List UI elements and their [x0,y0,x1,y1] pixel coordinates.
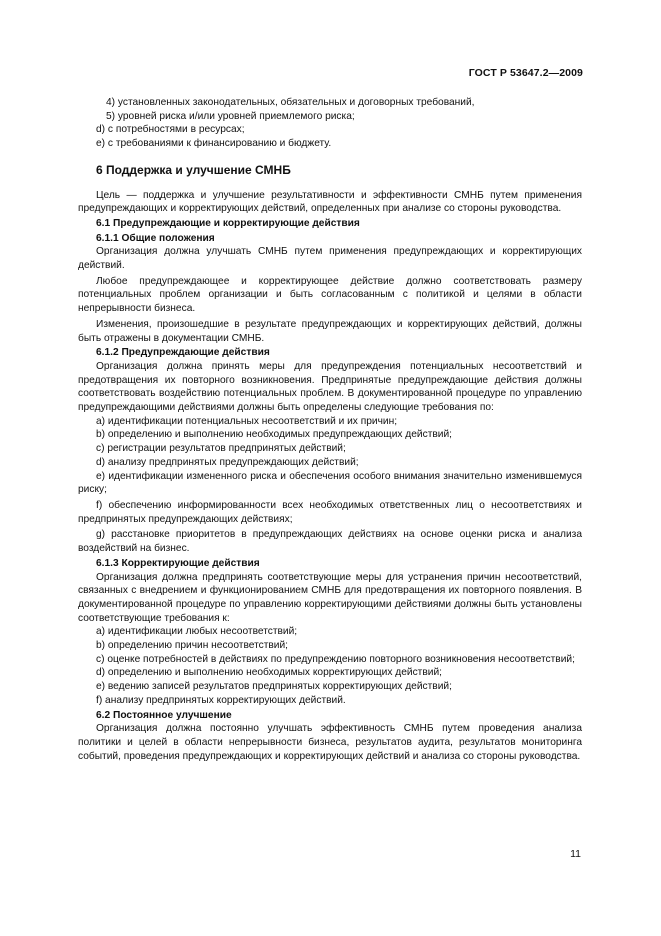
page-number: 11 [570,848,581,860]
list-item: a) идентификации потенциальных несоответствий и их причин; [96,415,398,427]
list-item: b) определению причин несоответствий; [96,640,289,652]
subsection-heading-6-1: 6.1 Предупреждающие и корректирующие действия [96,217,360,229]
paragraph: Организация должна принять меры для предупреждения потенциальных несоответствий и предотвращения их повторного возникновения. Предпринятые предупреждающие действия должны соответствовать воздействию потенциальных проблем. В документированной процедуре по управлению предупреждающими действиями должны быть определены следующие требования по: [78,360,582,414]
paragraph: Организация должна предпринять соответствующие меры для устранения причин несоответствий, связанных с внедрением и функционированием СМНБ для предотвращения их повторного появления. В документированной процедуре по управлению корректирующими действиями должны быть установлены соответствующие требования к: [78,571,582,624]
paragraph: Организация должна улучшать СМНБ путем применения предупреждающих и корректирующих действий. [78,246,582,272]
list-item-e: е) с требованиями к финансированию и бюджету. [96,138,332,150]
subsection-heading-6-1-3: 6.1.3 Корректирующие действия [96,557,260,569]
list-item: g) расстановке приоритетов в предупреждающих действиях на основе оценки риска и анализа воздействий на бизнес. [78,529,582,555]
list-item: e) ведению записей результатов предпринятых корректирующих действий; [96,681,452,693]
list-item: f) обеспечению информированности всех необходимых ответственных лиц о несоответствиях и предпринятых предупреждающих действиях; [78,499,582,525]
paragraph: Организация должна постоянно улучшать эффективность СМНБ путем проведения анализа политики и целей в области непрерывности бизнеса, результатов аудита, результатов мониторинга событий, проведения предупреждающих и корректирующих действий и анализа со стороны руководства. [78,723,582,762]
document-body [78,96,582,763]
list-item: e) идентификации измененного риска и обеспечения особого внимания значительно изменившемуся риску; [78,470,582,496]
list-item: d) определению и выполнению необходимых корректирующих действий; [96,667,442,679]
list-item: c) оценке потребностей в действиях по предупреждению повторного возникновения несоответствий; [96,653,575,665]
paragraph: Любое предупреждающее и корректирующее действие должно соответствовать размеру потенциальных проблем организации и быть согласованным с политикой и целями в области непрерывности бизнеса. [78,275,582,315]
list-item-4: 4) установленных законодательных, обязательных и договорных требований, [106,97,475,108]
list-item: f) анализу предпринятых корректирующих действий. [96,694,346,706]
list-item-5: 5) уровней риска и/или уровней приемлемого риска; [106,110,355,122]
document-header-id: ГОСТ Р 53647.2—2009 [468,67,583,79]
list-item: d) анализу предпринятых предупреждающих действий; [96,456,359,468]
list-item: a) идентификации любых несоответствий; [96,626,298,638]
list-item-d: d) с потребностями в ресурсах; [96,124,245,136]
subsection-heading-6-2: 6.2 Постоянное улучшение [96,709,232,721]
list-item: b) определению и выполнению необходимых предупреждающих действий; [96,429,452,441]
paragraph: Цель — поддержка и улучшение результативности и эффективности СМНБ путем применения предупреждающих и корректирующих действий, определенных при анализе со стороны руководства. [78,189,582,215]
subsection-heading-6-1-1: 6.1.1 Общие положения [96,232,215,244]
paragraph: Изменения, произошедшие в результате предупреждающих и корректирующих действий, должны быть отражены в документации СМНБ. [78,318,582,344]
subsection-heading-6-1-2: 6.1.2 Предупреждающие действия [96,347,270,359]
list-item: c) регистрации результатов предпринятых действий; [96,443,346,455]
section-heading-6: 6 Поддержка и улучшение СМНБ [96,162,291,177]
